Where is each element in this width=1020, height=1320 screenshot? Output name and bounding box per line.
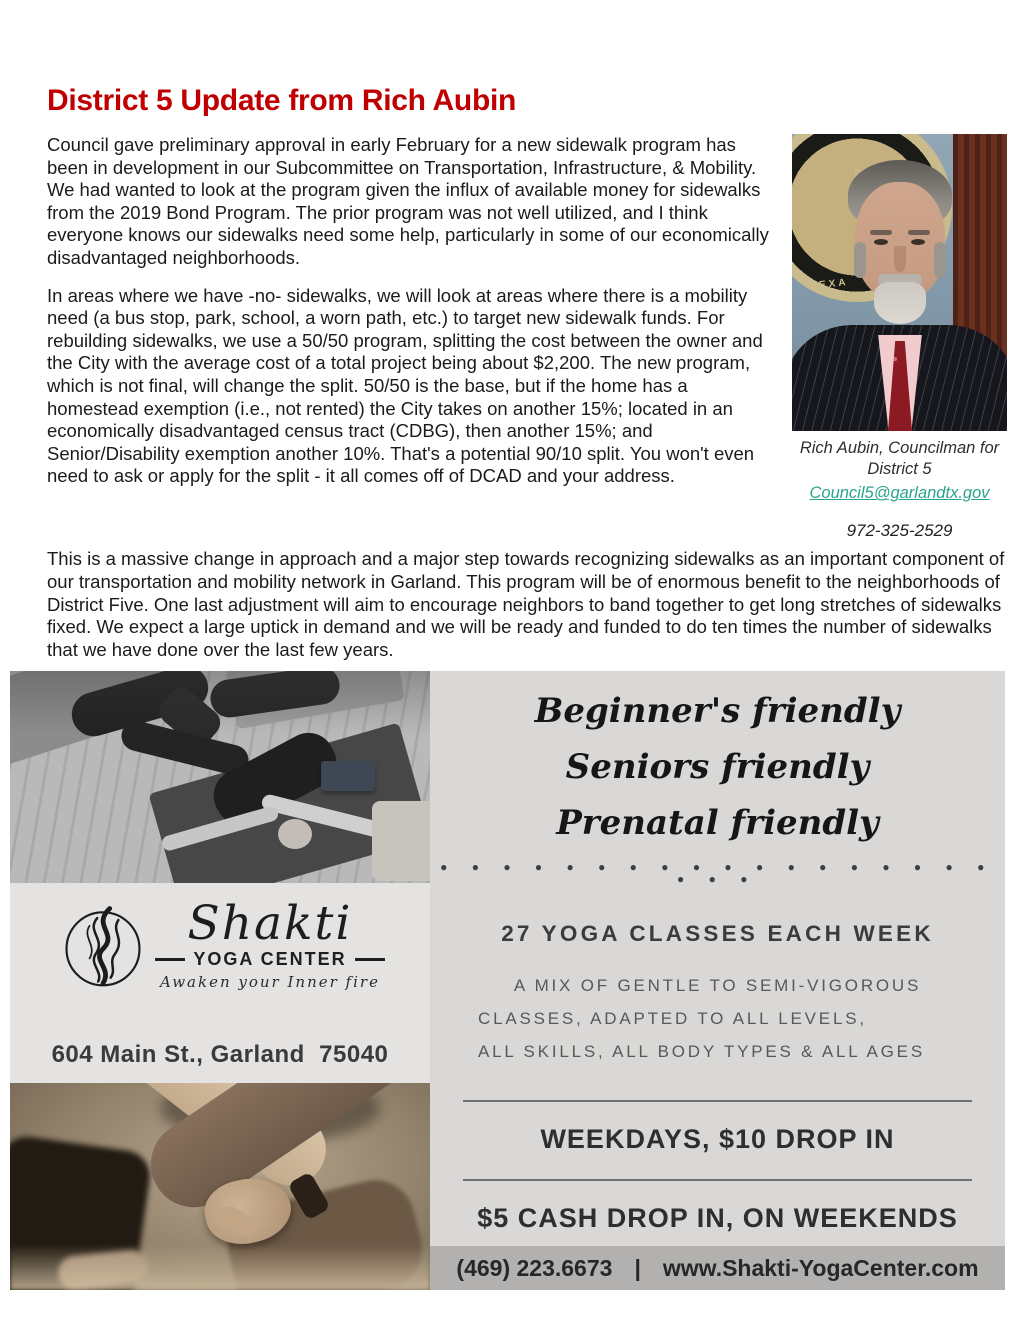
ad-website: www.Shakti-YogaCenter.com bbox=[662, 1254, 979, 1281]
photo-shape bbox=[908, 230, 930, 235]
caption-line-2: District 5 bbox=[867, 459, 932, 478]
photo-shape bbox=[854, 242, 866, 278]
yoga-class-photo bbox=[10, 671, 430, 883]
paragraph-3: This is a massive change in approach and a major step towards recognizing sidewalks as an important component of our transportation and mobility network in Garland. This program will be of enormous benefit to the neighborhoods of District Five. One last adjustment will aim to encourage neighbors to band together to get long stretches of sidewalks fixed. We expect a large uptick in demand and we will be ready and funded to do ten times the number of sidewalks that we have done over the last few years. bbox=[47, 548, 1005, 660]
friendly-line-1: Beginner's friendly bbox=[534, 691, 901, 732]
ad-phone: (469) 223.6673 bbox=[456, 1254, 613, 1281]
shakti-logo-panel bbox=[10, 883, 430, 1083]
dash-decoration bbox=[155, 958, 185, 961]
ad-headline: 27 YOGA CLASSES EACH WEEK bbox=[501, 921, 934, 947]
dash-decoration bbox=[355, 958, 385, 961]
photo-caption bbox=[792, 438, 1007, 479]
divider-line bbox=[463, 1179, 972, 1181]
paragraph-2: In areas where we have -no- sidewalks, we will look at areas where there is a mobility need (a bus stop, park, school, a worn path, etc.) to target new sidewalk funds. For rebuilding sidewalks, we use a 50/50 program, splitting the cost between the owner and the City with the average cost of a total project being about $2,200. The new program, which is not final, will change the split. 50/50 is the base, but if the home has a homestead exemption (i.e., not rented) the City takes on another 15%; located in an economically disadvantaged census tract (CDBG), then another 15%; and Senior/Disability exemption another 10%. That's a potential 90/10 split. You won't even need to ask or apply for the split - it all comes off of DCAD and your address. bbox=[47, 284, 763, 487]
pipe-separator: | bbox=[634, 1254, 641, 1281]
friendly-line-3: Prenatal friendly bbox=[556, 803, 879, 844]
photo-shape bbox=[874, 282, 926, 324]
ad-left-column bbox=[10, 671, 430, 1290]
logo-row bbox=[55, 897, 384, 993]
yoga-center-ad bbox=[10, 671, 1005, 1290]
article-body bbox=[47, 134, 1007, 661]
logo-subtitle: YOGA CENTER bbox=[193, 948, 347, 969]
ad-subtext-line-2: CLASSES, ADAPTED TO ALL LEVELS, bbox=[478, 1009, 867, 1029]
divider-line bbox=[463, 1100, 972, 1102]
photo-shape bbox=[934, 242, 946, 278]
photo-shape bbox=[894, 246, 906, 272]
logo-tagline: Awaken your Inner fire bbox=[160, 972, 380, 991]
ad-subtext-line-1: A MIX OF GENTLE TO SEMI-VIGOROUS bbox=[513, 976, 922, 996]
logo-name: Shakti bbox=[187, 895, 353, 951]
studio-address: 604 Main St., Garland 75040 bbox=[51, 1041, 389, 1069]
ad-subtext bbox=[430, 969, 1005, 1068]
friendly-lines bbox=[430, 683, 1005, 851]
photo-shape bbox=[10, 1244, 430, 1290]
dots-divider: ● ● ● ● ● ● ● ● ● ● ● ● ● ● ● ● ● ● ● ● ● bbox=[440, 860, 995, 887]
photo-shape bbox=[870, 230, 892, 235]
weekend-offer: $5 CASH DROP IN, ON WEEKENDS bbox=[477, 1203, 958, 1234]
rich-aubin-photo bbox=[792, 134, 1007, 431]
council-email-link[interactable]: Council5@garlandtx.gov bbox=[809, 484, 990, 503]
shakti-flame-logo-icon bbox=[55, 897, 151, 993]
seal-text-bottom: TEXA bbox=[809, 277, 850, 292]
weekday-offer: WEEKDAYS, $10 DROP IN bbox=[540, 1124, 895, 1155]
photo-shape bbox=[10, 671, 430, 883]
page-title: District 5 Update from Rich Aubin bbox=[47, 84, 517, 117]
paragraph-1: Council gave preliminary approval in early February for a new sidewalk program has been in development in our Subcommittee on Transportation, Infrastructure, & Mobility. We had wanted to look at the program given the influx of available money for sidewalks from the 2019 Bond Program. The prior program was not well utilized, and I think everyone knows our sidewalks need some help, particularly in some of our economically disadvantaged neighborhoods. bbox=[47, 134, 769, 268]
council-phone: 972-325-2529 bbox=[846, 520, 953, 540]
logo-text bbox=[155, 895, 384, 991]
ad-contact-bar bbox=[430, 1246, 1005, 1290]
caption-line-1: Rich Aubin, Councilman for bbox=[799, 439, 1000, 457]
logo-subtitle-row bbox=[155, 949, 384, 970]
friendly-line-2: Seniors friendly bbox=[565, 747, 870, 788]
holding-hands-photo bbox=[10, 1083, 430, 1290]
photo-shape bbox=[874, 239, 888, 245]
ad-right-panel bbox=[430, 671, 1005, 1290]
councilman-block bbox=[792, 134, 1007, 542]
photo-shape bbox=[911, 239, 925, 245]
ad-subtext-line-3: ALL SKILLS, ALL BODY TYPES & ALL AGES bbox=[478, 1042, 925, 1062]
